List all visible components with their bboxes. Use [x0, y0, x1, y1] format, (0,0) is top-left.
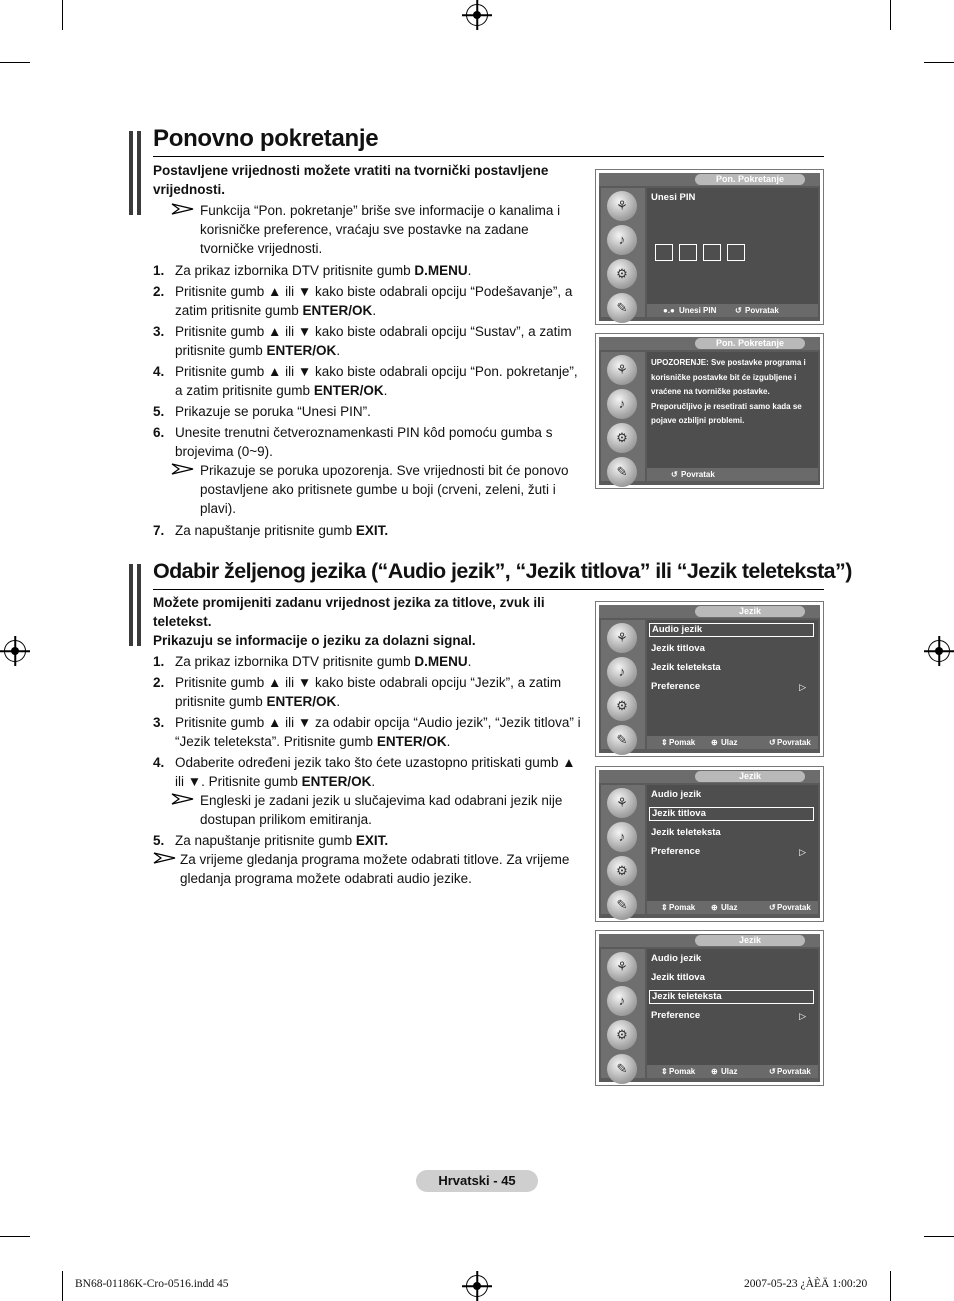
step-text-end: .	[372, 303, 377, 318]
menu-item-preference	[649, 1009, 814, 1023]
screen-content	[647, 949, 818, 1078]
step-text-end: .	[371, 774, 376, 789]
antenna-icon: ⚘	[607, 952, 637, 982]
screen-header	[599, 337, 820, 350]
submenu-arrow-icon: ▷	[799, 1011, 806, 1021]
note-arrow-icon	[171, 202, 195, 216]
step-text: Pritisnite gumb ▲ ili ▼ kako biste odabrali opciju “Jezik”, a zatim pritisnite gumb	[175, 675, 562, 709]
section1-body	[153, 161, 585, 540]
pin-digit-box	[703, 244, 721, 261]
footer-move: Pomak	[669, 738, 696, 747]
step	[153, 713, 585, 751]
step	[153, 423, 585, 461]
crop-mark	[924, 62, 954, 63]
step-text: Pritisnite gumb ▲ ili ▼ kako biste odabrali opciju “Sustav”, a zatim pritisnite gumb	[175, 324, 572, 358]
step-number: 1.	[153, 263, 165, 278]
step-text-end: .	[446, 734, 451, 749]
return-icon: ↺	[769, 738, 776, 747]
step-number: 3.	[153, 324, 165, 339]
screen-content	[647, 785, 818, 914]
menu-item-audio-language: Audio jezik	[651, 953, 702, 964]
step-key: ENTER/OK	[301, 774, 372, 789]
screen-panel	[599, 934, 820, 1082]
screen-sidebar	[601, 352, 645, 481]
note-arrow-icon	[171, 792, 195, 806]
footer-return: Povratak	[745, 306, 779, 315]
screen-header	[599, 934, 820, 947]
registration-mark-icon	[466, 4, 488, 26]
registration-mark-icon	[466, 1275, 488, 1297]
sound-icon: ♪	[607, 822, 637, 852]
pin-digit-box	[679, 244, 697, 261]
tv-screen-pin	[595, 169, 824, 325]
section-title: Odabir željenog jezika (“Audio jezik”, “Jezik titlova” ili “Jezik teleteksta”)	[153, 559, 852, 583]
screen-tab: Jezik	[695, 606, 805, 617]
screen-footer	[647, 901, 818, 914]
screen-content	[647, 188, 818, 317]
input-icon: ✎	[607, 1054, 637, 1084]
input-icon: ✎	[607, 293, 637, 323]
step-number: 5.	[153, 833, 165, 848]
step	[153, 362, 585, 400]
step-number: 5.	[153, 404, 165, 419]
input-icon: ✎	[607, 890, 637, 920]
step-text: Pritisnite gumb ▲ ili ▼ kako biste odabrali opciju “Podešavanje”, a zatim pritisnite gumb	[175, 284, 573, 318]
step-text: Za prikaz izbornika DTV pritisnite gumb	[175, 263, 415, 278]
enter-icon: ⊕	[711, 738, 718, 747]
screen-sidebar	[601, 188, 645, 317]
return-icon: ↺	[769, 903, 776, 912]
footer-enter-pin: Unesi PIN	[679, 306, 717, 315]
sound-icon: ♪	[607, 225, 637, 255]
step-text: Pritisnite gumb ▲ ili ▼ kako biste odabrali opciju “Pon. pokretanje”, a zatim pritisnite gumb	[175, 364, 578, 398]
footer-move: Pomak	[669, 1067, 696, 1076]
menu-item-subtitle-language: Jezik titlova	[649, 807, 814, 821]
step-key: D.MENU	[414, 654, 468, 669]
step	[153, 652, 585, 671]
menu-item-teletext-language: Jezik teleteksta	[651, 662, 721, 673]
screen-footer	[647, 468, 818, 481]
section-marker	[129, 131, 143, 215]
footer-enter: Ulaz	[721, 1067, 738, 1076]
note	[153, 201, 585, 258]
warning-message: UPOZORENJE: Sve postavke programa i korisničke postavke bit će izgubljene i vraćene na tvorničke postavke. Preporučljivo je resetirati samo kada se pojave ozbiljni problemi.	[651, 358, 806, 425]
crop-mark	[62, 1271, 63, 1301]
section-rule	[153, 589, 824, 590]
step-number: 1.	[153, 654, 165, 669]
crop-mark	[890, 1271, 891, 1301]
step-number: 2.	[153, 675, 165, 690]
submenu-arrow-icon: ▷	[799, 847, 806, 857]
antenna-icon: ⚘	[607, 191, 637, 221]
pin-digit-box	[655, 244, 673, 261]
step	[153, 831, 585, 850]
note-arrow-icon	[171, 462, 195, 476]
gear-icon: ⚙	[607, 423, 637, 453]
note	[153, 850, 585, 888]
return-icon: ↺	[735, 306, 742, 315]
menu-item-teletext-language: Jezik teleteksta	[651, 827, 721, 838]
up-down-icon: ⇕	[661, 903, 668, 912]
step-text: Za napuštanje pritisnite gumb	[175, 833, 356, 848]
step-text: Za prikaz izbornika DTV pritisnite gumb	[175, 654, 415, 669]
step-key: ENTER/OK	[266, 694, 337, 709]
menu-item-subtitle-language: Jezik titlova	[651, 643, 705, 654]
footer-move: Pomak	[669, 903, 696, 912]
gear-icon: ⚙	[607, 259, 637, 289]
step-number: 3.	[153, 715, 165, 730]
crop-mark	[62, 0, 63, 30]
up-down-icon: ⇕	[661, 738, 668, 747]
gear-icon: ⚙	[607, 856, 637, 886]
screen-content	[647, 620, 818, 749]
crop-mark	[890, 0, 891, 30]
tv-screen-warning	[595, 333, 824, 489]
menu-item-label: Preference	[651, 681, 701, 692]
step-key: EXIT.	[355, 833, 389, 848]
step	[153, 673, 585, 711]
step-number: 6.	[153, 425, 165, 440]
step	[153, 753, 585, 791]
screen-sidebar	[601, 949, 645, 1078]
sound-icon: ♪	[607, 986, 637, 1016]
step-number: 4.	[153, 755, 165, 770]
step	[153, 402, 585, 421]
number-keys-icon: ●.●	[663, 306, 675, 315]
footer-enter: Ulaz	[721, 738, 738, 747]
step-key: ENTER/OK	[302, 303, 373, 318]
step-text-end: .	[467, 263, 472, 278]
sound-icon: ♪	[607, 657, 637, 687]
note-text: Prikazuje se poruka upozorenja. Sve vrijednosti bit će ponovo postavljene ako pritisnete gumbe u boji (crveni, zeleni, žuti i plavi).	[200, 463, 569, 516]
submenu-arrow-icon: ▷	[799, 682, 806, 692]
screen-header	[599, 770, 820, 783]
menu-item-subtitle-language: Jezik titlova	[651, 972, 705, 983]
enter-icon: ⊕	[711, 1067, 718, 1076]
tv-screen-language	[595, 601, 824, 757]
step	[153, 261, 585, 280]
menu-item-label: Preference	[651, 1010, 701, 1021]
section1-intro: Postavljene vrijednosti možete vratiti na tvornički postavljene vrijednosti.	[153, 163, 549, 197]
pin-digit-box	[727, 244, 745, 261]
registration-mark-icon	[4, 640, 26, 662]
antenna-icon: ⚘	[607, 355, 637, 385]
screen-footer	[647, 304, 818, 317]
step-key: ENTER/OK	[376, 734, 447, 749]
section-rule	[153, 156, 824, 157]
screen-sidebar	[601, 620, 645, 749]
section2-intro-signal: Prikazuju se informacije o jeziku za dolazni signal.	[153, 633, 476, 648]
screen-panel	[599, 605, 820, 753]
screen-tab: Jezik	[695, 771, 805, 782]
note-text: Funkcija “Pon. pokretanje” briše sve informacije o kanalima i korisničke preference, vraćaju sve postavke na zadane tvorničke vrijednosti.	[200, 203, 561, 256]
step-key: D.MENU	[414, 263, 468, 278]
return-icon: ↺	[671, 470, 678, 479]
note-text: Engleski je zadani jezik u slučajevima kad odabrani jezik nije dostupan prilikom emitiranja.	[200, 793, 563, 827]
screen-panel	[599, 337, 820, 485]
note	[153, 461, 585, 518]
step-text-end: .	[467, 654, 472, 669]
input-icon: ✎	[607, 457, 637, 487]
menu-item-preference	[649, 845, 814, 859]
step-text-end: .	[336, 694, 341, 709]
section-title: Ponovno pokretanje	[153, 125, 379, 152]
step-text-end: .	[336, 343, 341, 358]
step-text: Unesite trenutni četveroznamenkasti PIN kôd pomoću gumba s brojevima (0~9).	[175, 425, 553, 459]
step	[153, 521, 585, 540]
step	[153, 322, 585, 360]
step-key: EXIT.	[355, 523, 389, 538]
section2-body	[153, 593, 585, 888]
screen-sidebar	[601, 785, 645, 914]
step-number: 7.	[153, 523, 165, 538]
screen-content	[647, 352, 818, 481]
tv-screen-language	[595, 930, 824, 1086]
footer-enter: Ulaz	[721, 903, 738, 912]
step-number: 2.	[153, 284, 165, 299]
step-number: 4.	[153, 364, 165, 379]
crop-mark	[0, 1236, 30, 1237]
footer-return: Povratak	[777, 1067, 811, 1076]
footer-return: Povratak	[777, 903, 811, 912]
antenna-icon: ⚘	[607, 788, 637, 818]
page-number-badge: Hrvatski - 45	[416, 1170, 538, 1192]
note	[153, 791, 585, 829]
step-text: Prikazuje se poruka “Unesi PIN”.	[175, 404, 371, 419]
gear-icon: ⚙	[607, 691, 637, 721]
enter-icon: ⊕	[711, 903, 718, 912]
screen-footer	[647, 1065, 818, 1078]
step-text: Odaberite određeni jezik tako što ćete uzastopno pritiskati gumb ▲ ili ▼. Pritisnite gumb	[175, 755, 576, 789]
menu-item-preference	[649, 680, 814, 694]
menu-item-audio-language: Audio jezik	[651, 789, 702, 800]
tv-screen-language	[595, 766, 824, 922]
file-info: BN68-01186K-Cro-0516.indd 45	[75, 1278, 229, 1290]
step-text: Pritisnite gumb ▲ ili ▼ za odabir opcija “Audio jezik”, “Jezik titlova” i “Jezik teleteksta”. Pritisnite gumb	[175, 715, 581, 749]
section-marker	[129, 564, 143, 646]
return-icon: ↺	[769, 1067, 776, 1076]
screen-panel	[599, 173, 820, 321]
section2-intro: Možete promijeniti zadanu vrijednost jezika za titlove, zvuk ili teletekst.	[153, 595, 545, 629]
step	[153, 282, 585, 320]
input-icon: ✎	[607, 725, 637, 755]
up-down-icon: ⇕	[661, 1067, 668, 1076]
screen-header	[599, 173, 820, 186]
note-text: Za vrijeme gledanja programa možete odabrati titlove. Za vrijeme gledanja programa možete odabrati audio jezike.	[180, 852, 570, 886]
crop-mark	[0, 62, 30, 63]
print-date: 2007-05-23 ¿ÀÈÄ 1:00:20	[744, 1278, 868, 1290]
screen-header	[599, 605, 820, 618]
menu-item-label: Preference	[651, 846, 701, 857]
step-text: Za napuštanje pritisnite gumb	[175, 523, 356, 538]
antenna-icon: ⚘	[607, 623, 637, 653]
step-text-end: .	[383, 383, 388, 398]
screen-tab: Jezik	[695, 935, 805, 946]
gear-icon: ⚙	[607, 1020, 637, 1050]
footer-return: Povratak	[777, 738, 811, 747]
crop-mark	[924, 1236, 954, 1237]
screen-tab: Pon. Pokretanje	[695, 174, 805, 185]
sound-icon: ♪	[607, 389, 637, 419]
footer-return: Povratak	[681, 470, 715, 479]
screen-tab: Pon. Pokretanje	[695, 338, 805, 349]
registration-mark-icon	[928, 640, 950, 662]
note-arrow-icon	[153, 851, 177, 865]
menu-item-audio-language: Audio jezik	[649, 623, 814, 637]
screen-panel	[599, 770, 820, 918]
step-key: ENTER/OK	[266, 343, 337, 358]
pin-label: Unesi PIN	[651, 192, 696, 203]
menu-item-teletext-language: Jezik teleteksta	[649, 990, 814, 1004]
step-key: ENTER/OK	[313, 383, 384, 398]
screen-footer	[647, 736, 818, 749]
